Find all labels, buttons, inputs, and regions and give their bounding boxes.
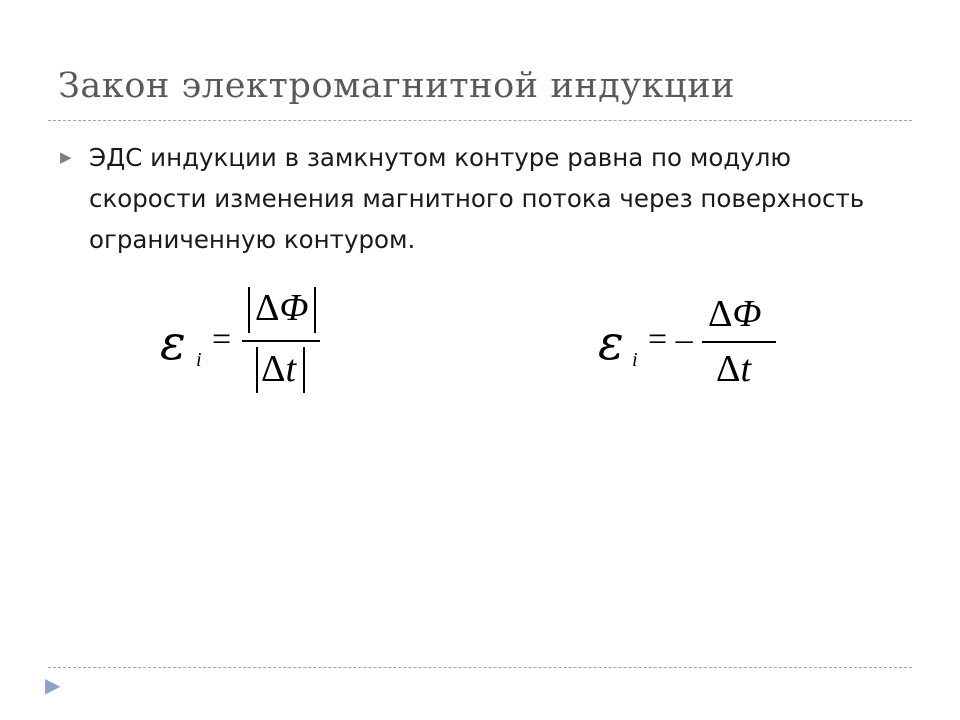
flux-symbol: Φ xyxy=(732,293,762,335)
denominator xyxy=(716,347,751,391)
equals-sign: = xyxy=(212,321,232,358)
abs-bar-left-den xyxy=(256,347,258,393)
formula-emf-signed xyxy=(598,292,798,402)
delta-symbol: Δ xyxy=(261,348,286,390)
footer-divider xyxy=(48,667,912,668)
time-symbol: t xyxy=(285,348,296,390)
bullet-triangle-icon: ▶ xyxy=(60,148,72,166)
emf-symbol: ε xyxy=(160,315,186,371)
numerator xyxy=(255,286,308,330)
formula-emf-absolute xyxy=(160,285,360,405)
abs-bar-left-num xyxy=(248,287,250,333)
abs-bar-right-den xyxy=(303,347,305,393)
fraction-line xyxy=(702,341,776,343)
title-divider xyxy=(48,120,912,121)
flux-symbol: Φ xyxy=(279,287,309,329)
emf-subscript: i xyxy=(196,349,202,371)
time-symbol: t xyxy=(740,348,751,390)
equals-minus-sign: = – xyxy=(648,321,693,358)
denominator xyxy=(261,347,296,391)
delta-symbol: Δ xyxy=(708,293,733,335)
emf-symbol: ε xyxy=(598,315,624,371)
delta-symbol: Δ xyxy=(255,287,280,329)
numerator xyxy=(708,292,761,336)
bullet-text: ЭДС индукции в замкнутом контуре равна по модулю скорости изменения магнитного потока через поверхность ограниченную контуром. xyxy=(89,143,865,254)
delta-symbol: Δ xyxy=(716,348,741,390)
emf-subscript: i xyxy=(632,349,638,371)
slide-nav-triangle-icon[interactable]: ▶ xyxy=(45,673,61,697)
abs-bar-right-num xyxy=(314,287,316,333)
fraction-line xyxy=(242,340,320,342)
slide-title: Закон электромагнитной индукции xyxy=(58,66,736,106)
